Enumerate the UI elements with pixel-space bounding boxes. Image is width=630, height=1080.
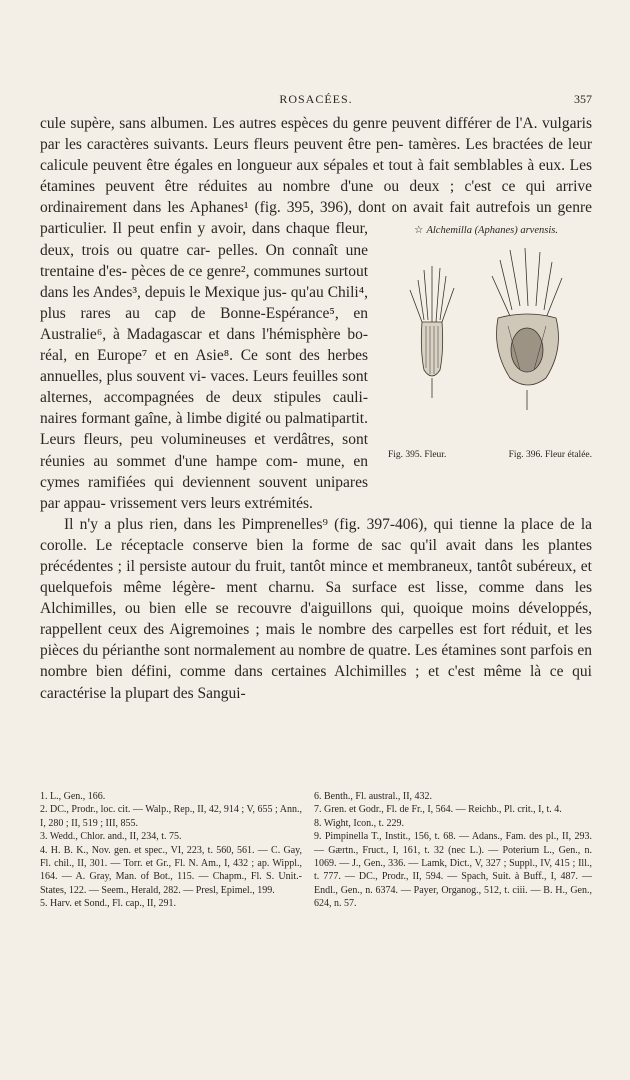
text-line: vrissement vers leurs extrémités. [109,494,313,512]
footnote: 4. H. B. K., Nov. gen. et spec., VI, 223, t. 560, 561. — C. Gay, Fl. chil., II, 301. — Torr. et Gr., Fl. N. Am., I, 432 ; ap. Wippl., 164. — A. Gray, Man. of Bot., 115. — Chapm., Fl. S. Unit.-States, 122. — Seem., Herald, 282. — Presl, Epimel., 199. [40,844,302,896]
text-line: avait dans les plantes précédentes ; il persiste autour du fruit, tantôt [40,536,593,575]
text-line: mince et membraneux, tantôt subéreux, et quelquefois même légère- [40,557,592,597]
bullet-icon: ☆ [414,225,424,237]
text-line: pelles. On connaît une trentaine d'es- [40,241,368,280]
flower-closed-drawing [410,266,454,398]
figure-alchemilla [380,220,592,470]
text-line: aux sépales et tout à fait semblables à eux. Les étamines peuvent être [40,157,593,196]
text-line: mune, en cymes ramifiées qui deviennent souvent unipares par appau- [40,452,368,512]
footnote: 5. Harv. et Sond., Fl. cap., II, 291. [40,898,176,910]
text-line: les pièces du périanthe sont normalement au nombre de quatre. Les [40,621,592,660]
main-text [40,113,592,704]
text-line: réal, en Europe⁷ et en Asie⁸. Ce sont [40,347,300,365]
text-line: vaces. Leurs feuilles sont alternes, accompagnées de deux stipules cauli- [40,368,368,407]
text-line: Il n'y a plus rien, dans les Pimprenelles⁹ (fig. 397-406), qui tienne [64,515,504,533]
text-line: cule supère, sans albumen. Les autres espèces du genre peuvent différer [40,115,497,132]
page-number: 357 [574,92,592,106]
text-line: de l'A. vulgaris par les caractères suivants. Leurs fleurs peuvent être pen- [40,115,592,154]
flower-illustration [380,240,592,440]
text-line: particulier. Il peut enfin y avoir, dans [40,220,286,238]
running-title: ROSACÉES. [279,92,353,106]
text-line: Bonne-Espérance⁵, en Australie⁶, à [40,304,369,343]
footnote: 6. Benth., Fl. austral., II, 432. [314,791,433,802]
page-header [40,92,592,110]
text-line: ceux des Aigremoines ; mais le nombre des carpelles est fort réduit, et [108,621,575,639]
text-line: pèces de ce genre², communes surtout [131,262,368,280]
text-line: chaque fleur, deux, trois ou quatre car- [40,220,368,259]
paragraph-2 [40,514,592,704]
footnote: 7. Gren. et Godr., Fl. de Fr., I, 564. — Reichb., Pl. crit., I, t. 4. [314,804,562,816]
figure-396-caption: Fig. 396. Fleur étalée. [508,450,592,461]
text-line: étamines sont parfois en nombre bien défini, comme dans certaines [40,642,592,681]
text-line: ment charnu. Sa surface est lisse, comme dans les Alchimilles, ou bien [40,579,592,618]
text-line: qu'au Chili⁴, plus rares au cap de [40,283,368,322]
text-line: tamères. Les bractées de leur calicule peuvent être égales en longueur [40,136,592,175]
footnote: 9. Pimpinella T., Instit., 156, t. 68. — Adans., Fam. des pl., II, 293. — Gærtn., Fruct., I, 161, t. 32 (nec L.). — Poterium L., Gen., n. 1069. — J., Gen., 336. — Lamk, Dict., V, 327 ; Suppl., IV, 415 ; Ill., t. 777. — DC., Prodr., II, 594. — Spach, Suit. à Buff., I, 487. — Endl., Gen., n. 6374. — Payer, Organog., 512, t. ciii. — B. H., Gen., 624, n. 57. [314,831,592,910]
flower-opened-drawing [492,248,562,410]
footnote: 3. Wedd., Chlor. and., II, 234, t. 75. [40,831,182,843]
text-line: naires formant gaîne, à limbe digité ou palmatipartit. Leurs fleurs, peu [40,410,368,449]
footnote: 8. Wight, Icon., t. 229. [314,817,404,829]
figure-title: ☆ Alchemilla (Aphanes) arvensis. [414,225,558,237]
text-line: Madagascar et dans l'hémisphère bo- [126,325,368,343]
text-line: volumineuses et verdâtres, sont réunies au sommet d'une hampe com- [40,431,368,470]
footnotes-left-column [40,790,302,911]
paragraph-1 [40,113,592,514]
figure-395-caption: Fig. 395. Fleur. [388,450,447,461]
text-line: réduites au nombre d'une ou deux ; c'est ce qui arrive ordinairement [40,178,593,217]
text-line: Alchimilles ; et c'est même là ce qui caractérise la plupart des Sangui- [40,663,592,702]
text-line: des herbes annuelles, plus souvent vi- [40,347,368,386]
footnotes-right-column [314,790,592,911]
text-line: elle se recouvre d'aiguillons qui, quoique moins développés, rappellent [40,600,592,639]
footnote: 1. L., Gen., 166. [40,791,106,802]
footnote: 2. DC., Prodr., loc. cit. — Walp., Rep., II, 42, 914 ; V, 655 ; Ann., I, 280 ; II, 519 ; III, 855. [40,804,302,829]
text-line: dans les Andes³, depuis le Mexique jus- [40,283,291,301]
text-line: dans les Aphanes¹ (fig. 395, 396), dont on avait fait autrefois un genre [132,199,592,217]
text-line: la place de la corolle. Le réceptacle conserve bien la forme de sac qu'il [40,515,593,554]
